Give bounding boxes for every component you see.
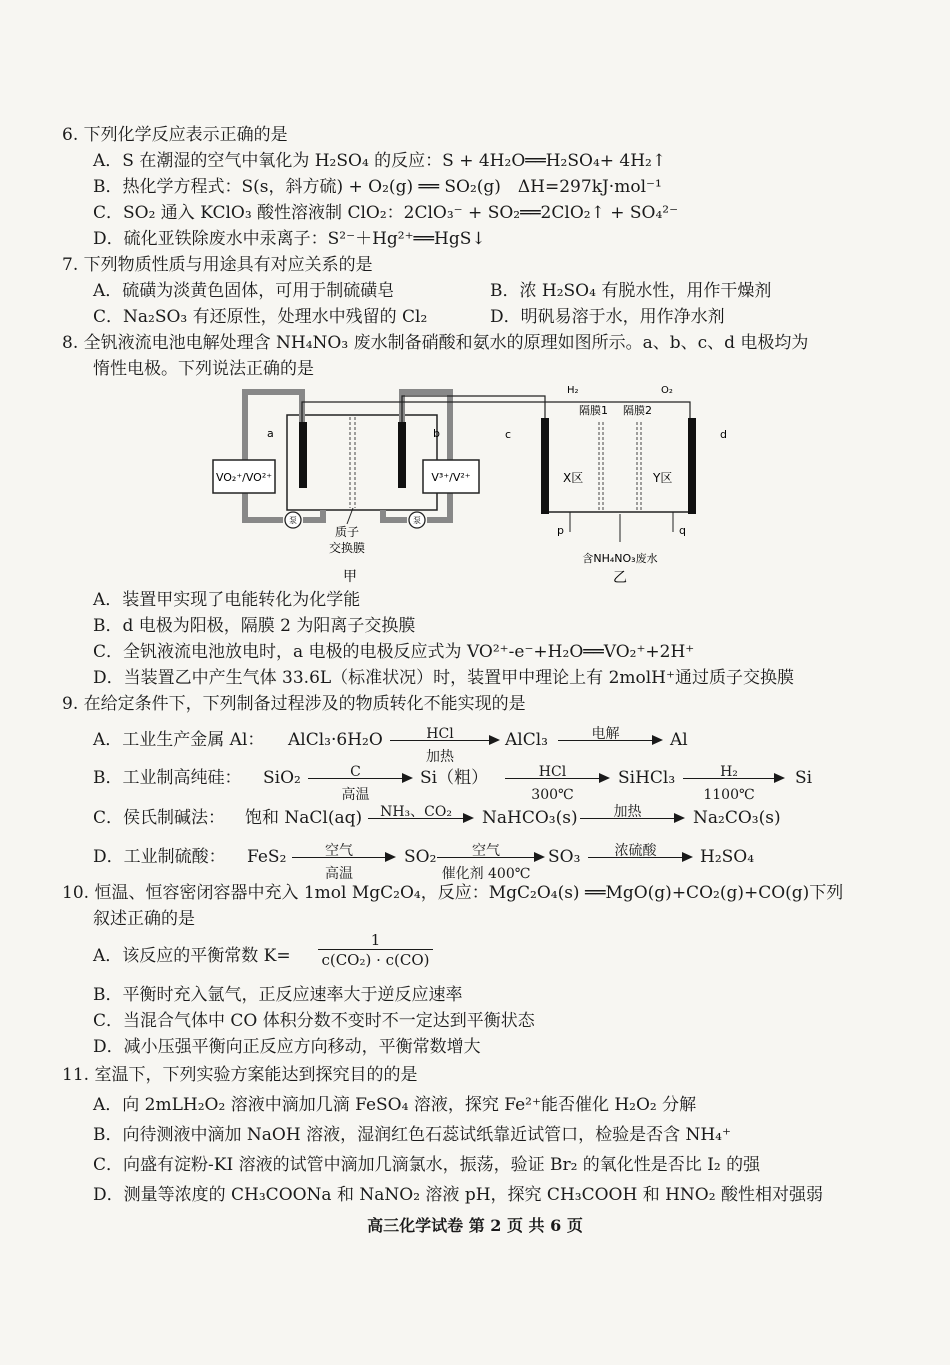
q9-c-arrow1-top: NH₃、CO₂ <box>380 804 452 820</box>
gas-o2: O₂ <box>661 385 673 396</box>
pipe-left-bottom <box>245 492 283 520</box>
fraction-denominator: c(CO₂) · c(CO) <box>321 951 430 969</box>
outlet-p: p <box>557 524 564 537</box>
q9-a-s3: Al <box>670 730 688 750</box>
pipe-right-return <box>383 510 407 520</box>
q9-d-arrow3 <box>588 843 693 868</box>
caption-jia: 甲 <box>343 569 357 585</box>
q9-b-arrow2-top: HCl <box>538 764 567 780</box>
q9-c-label: C．侯氏制碱法： <box>93 808 226 828</box>
q9-b-label: B．工业制高纯硅： <box>93 768 242 788</box>
q6-option-c: C．SO₂ 通入 KClO₃ 酸性溶液制 ClO₂：2ClO₃⁻ + SO₂══2ClO₂↑ + SO₄²⁻ <box>93 203 679 223</box>
q9-d-arrow2-bottom: 催化剂 400℃ <box>441 866 531 882</box>
wire-b-c <box>402 396 545 422</box>
q10-option-a-label: A．该反应的平衡常数 K= <box>93 946 291 966</box>
q9-a-arrow1-top: HCl <box>426 726 454 742</box>
q8-option-d: D．当装置乙中产生气体 33.6L（标准状况）时，装置甲中理论上有 2molH⁺通过质子交换膜 <box>93 668 794 688</box>
label-b: b <box>433 427 440 440</box>
q9-d-arrow2 <box>437 843 545 882</box>
tank-right-label: V³⁺/V²⁺ <box>431 471 471 484</box>
q11-option-a: A．向 2mLH₂O₂ 溶液中滴加几滴 FeSO₄ 溶液，探究 Fe²⁺能否催化 H₂O₂ 分解 <box>93 1095 697 1115</box>
label-a: a <box>267 427 274 440</box>
q9-b-arrow1 <box>308 764 413 803</box>
membrane1-label: 隔膜1 <box>579 404 608 417</box>
pipe-right-bottom <box>427 492 450 520</box>
q9-d-s4: H₂SO₄ <box>700 847 755 867</box>
q8-option-a: A．装置甲实现了电能转化为化学能 <box>93 590 361 610</box>
q9-a-arrow2 <box>558 726 663 751</box>
q9-a-label: A．工业生产金属 Al： <box>93 730 265 750</box>
electrode-c <box>541 418 549 514</box>
q10-stem-line2: 叙述正确的是 <box>93 909 195 929</box>
q9-b-s2: Si（粗） <box>420 768 489 788</box>
q9-d-s1: FeS₂ <box>247 847 287 867</box>
inlet-label: 含NH₄NO₃废水 <box>582 552 658 565</box>
q9-b-s3: SiHCl₃ <box>618 768 676 788</box>
page-footer: 高三化学试卷 第 2 页 共 6 页 <box>367 1216 583 1235</box>
pipe-left-return <box>303 510 323 520</box>
label-c: c <box>505 428 512 441</box>
q8-option-b: B．d 电极为阳极，隔膜 2 为阳离子交换膜 <box>93 616 416 636</box>
q9-b-arrow3-top: H₂ <box>720 764 738 780</box>
q9-d-arrow1 <box>292 843 396 882</box>
q9-b-arrow3-bottom: 1100℃ <box>703 787 755 803</box>
q9-d-arrow2-top: 空气 <box>472 843 500 859</box>
outlet-q: q <box>679 524 686 537</box>
q11-option-d: D．测量等浓度的 CH₃COONa 和 NaNO₂ 溶液 pH，探究 CH₃COOH 和 HNO₂ 酸性相对强弱 <box>93 1185 823 1205</box>
q6-option-a: A．S 在潮湿的空气中氧化为 H₂SO₄ 的反应：S + 4H₂O══H₂SO₄+ 4H₂↑ <box>93 151 667 171</box>
q9-d-label: D．工业制硫酸： <box>93 847 226 867</box>
q7-option-d: D．明矾易溶于水，用作净水剂 <box>490 307 725 327</box>
q9-c-arrow2-top: 加热 <box>613 804 642 820</box>
q10-option-c: C．当混合气体中 CO 体积分数不变时不一定达到平衡状态 <box>93 1011 535 1031</box>
electrode-d <box>688 418 696 514</box>
q9-b-s4: Si <box>795 768 813 788</box>
q8-option-c: C．全钒液流电池放电时，a 电极的电极反应式为 VO²⁺-e⁻+H₂O══VO₂⁺+2H⁺ <box>93 642 695 662</box>
label-d: d <box>720 428 727 441</box>
q9-b-arrow3 <box>683 764 785 803</box>
q8-stem-line2: 惰性电极。下列说法正确的是 <box>93 359 314 379</box>
q7-option-b: B．浓 H₂SO₄ 有脱水性，用作干燥剂 <box>490 281 772 301</box>
electrode-a <box>299 422 307 488</box>
q9-c-arrow2 <box>580 804 685 829</box>
cell-yi-box <box>545 418 695 512</box>
q9-b-arrow1-bottom: 高温 <box>341 787 370 803</box>
q11-option-b: B．向待测液中滴加 NaOH 溶液，湿润红色石蕊试纸靠近试管口，检验是否含 NH₄⁺ <box>93 1125 731 1145</box>
fraction-numerator: 1 <box>370 931 381 949</box>
q9-d-arrow1-bottom: 高温 <box>325 866 353 882</box>
q7-stem: 7. 下列物质性质与用途具有对应关系的是 <box>62 255 373 275</box>
electrode-b <box>398 422 406 488</box>
q9-d-s3: SO₃ <box>548 847 581 867</box>
q9-d-arrow1-top: 空气 <box>325 843 353 859</box>
q9-c-s2: NaHCO₃(s) <box>482 808 578 828</box>
q9-a-arrow2-top: 电解 <box>591 726 620 742</box>
q9-b-arrow1-top: C <box>350 764 361 780</box>
q9-a-s1: AlCl₃·6H₂O <box>288 730 383 750</box>
q6-option-d: D．硫化亚铁除废水中汞离子：S²⁻＋Hg²⁺══HgS↓ <box>93 229 486 249</box>
q9-c-s1: 饱和 NaCl(aq) <box>245 808 363 828</box>
equilibrium-constant-fraction <box>318 931 433 970</box>
q9-d-s2: SO₂ <box>404 847 437 867</box>
membrane-label-1: 质子 <box>334 525 360 539</box>
tank-left-label: VO₂⁺/VO²⁺ <box>215 471 273 484</box>
q9-b-arrow2 <box>505 764 610 803</box>
pump-right-label: 泵 <box>413 516 421 525</box>
q10-option-d: D．减小压强平衡向正反应方向移动，平衡常数增大 <box>93 1037 481 1057</box>
pump-left-label: 泵 <box>289 516 297 525</box>
q6-stem: 6. 下列化学反应表示正确的是 <box>62 125 288 145</box>
q9-a-s2: AlCl₃ <box>505 730 548 750</box>
caption-yi: 乙 <box>613 570 627 586</box>
zone-y: Y区 <box>653 471 673 485</box>
q9-d-arrow3-top: 浓硫酸 <box>614 843 657 859</box>
q8-stem-line1: 8. 全钒液流电池电解处理含 NH₄NO₃ 废水制备硝酸和氨水的原理如图所示。a、b、c、d 电极均为 <box>62 333 809 353</box>
q9-stem: 9. 在给定条件下，下列制备过程涉及的物质转化不能实现的是 <box>62 694 526 714</box>
q10-option-b: B．平衡时充入氩气，正反应速率大于逆反应速率 <box>93 985 463 1005</box>
q6-option-b: B．热化学方程式：S(s，斜方硫) + O₂(g) ══ SO₂(g) ΔH=297kJ·mol⁻¹ <box>93 177 662 197</box>
q9-b-arrow2-bottom: 300℃ <box>531 787 574 803</box>
q9-c-s3: Na₂CO₃(s) <box>693 808 781 828</box>
membrane2-label: 隔膜2 <box>623 404 652 417</box>
q9-c-arrow1 <box>368 804 474 829</box>
q9-a-arrow1-bottom: 加热 <box>426 749 454 765</box>
cell-jia-box <box>287 415 437 510</box>
q7-option-a: A．硫磺为淡黄色固体，可用于制硫磺皂 <box>93 281 395 301</box>
q7-option-c: C．Na₂SO₃ 有还原性，处理水中残留的 Cl₂ <box>93 307 428 327</box>
q9-b-s1: SiO₂ <box>263 768 301 788</box>
gas-h2: H₂ <box>567 385 579 396</box>
q11-stem: 11. 室温下，下列实验方案能达到探究目的的是 <box>62 1065 418 1085</box>
zone-x: X区 <box>563 471 584 485</box>
q11-option-c: C．向盛有淀粉-KI 溶液的试管中滴加几滴氯水，振荡，验证 Br₂ 的氧化性是否比 I₂ 的强 <box>93 1155 761 1175</box>
membrane-label-2: 交换膜 <box>328 541 366 555</box>
q10-stem-line1: 10. 恒温、恒容密闭容器中充入 1mol MgC₂O₄，反应：MgC₂O₄(s) ══MgO(g)+CO₂(g)+CO(g)下列 <box>62 883 844 903</box>
electrolysis-diagram <box>205 382 745 587</box>
q9-a-arrow1 <box>390 726 500 765</box>
